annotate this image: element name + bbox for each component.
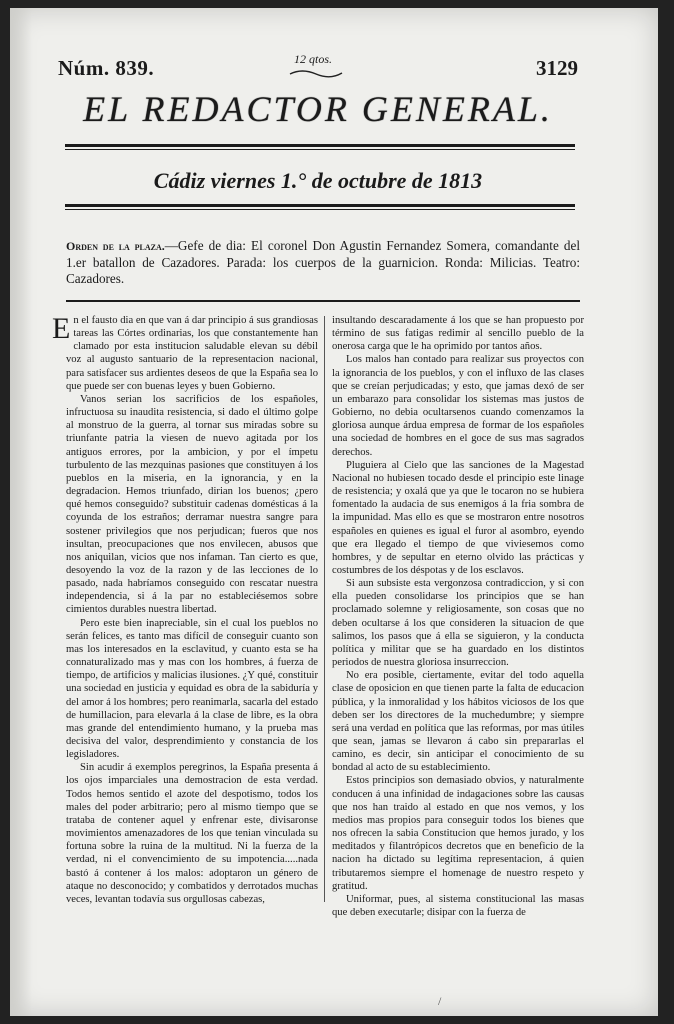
article-column-right (332, 314, 584, 919)
orden-de-la-plaza (66, 238, 580, 288)
article-paragraph: Vanos serian los sacrificios de los españoles, infructuosa su inaudita resistencia, si dado el último golpe al monstruo de la guerra, al tornar sus miradas sobre su triunfante patria la viesen de nuevo agitada por los antiguos errores, por la ambicion, y por el ímpetu turbulento de las mezquinas pasiones que constituyen á los pueblos en la miseria, en la ignorancia, y en la degradacion. Hemos triunfado, dirian los buenos; ¿pero qué hemos conseguido? substituir cadenas domésticas á la coyunda de los estraños; derramar nuestra sangre para sostener privilegios que nos perjudican; fueros que nos insultan, preocupaciones que nos envilecen, abusos que nos aniquilan, vicios que nos infaman. Tan cierto es que, desoyendo la voz de la razon y de las lecciones de lo pasado, nada habríamos conseguido con rescatar nuestra independencia, si á la par no estableciésemos sobre cimientos durables nuestra libertad. (66, 393, 318, 616)
masthead-title: EL REDACTOR GENERAL. (83, 89, 553, 129)
article-paragraph: No era posible, ciertamente, evitar del todo aquella clase de oposicion en que tienen parte la falta de educacion pública, y la inmoralidad y los hábitos viciosos de los que deben ser los directores de la muchedumbre; y siempre será una verdad en política que las reformas, por mas útiles que sean, jamas se llevaron á cabo sin prepararlas el camino, es decir, sin anticipar el conocimiento de su bondad al acto de su establecimiento. (332, 670, 584, 774)
article-paragraph: Estos principios son demasiado obvios, y naturalmente conducen á una infinidad de indagaciones sobre las causas que nos han traido al estado en que nos vemos, y los medios mas propios para conseguir todos los bienes que nos ofrecen la sabia Constitucion que hemos jurado, y los meditados y filantrópicos decretos que en beneficio de la nacion ha dictado su legítima representacion, á quien tributaremos siempre el homenage de nuestro respeto y gratitud. (332, 775, 584, 892)
article-paragraph: Uniformar, pues, al sistema constitucional las masas que deben executarle; disipar con la fuerza de (332, 893, 584, 919)
article-paragraph: Sin acudir á exemplos peregrinos, la España presenta á los ojos imparciales una demostracion de esta verdad. Todos hemos sentido el azote del despotismo, todos los males del poder arbitrario; pero al mismo tiempo que se trataba de contener aquel y enfrenar este, divisaronse movimientos amenazadores de los que tenian vinculada su fortuna sobre la ruina de la multitud. Ni la fuerza de la verdad, ni el convencimiento de su impotencia.....nada bastó á contener á los malos: adoptaron un género de ataque no desconocido; y combatidos y derrotados muchas veces, levantan todavía sus orgullosas cabezas, (66, 762, 318, 905)
serial-number: 3129 (536, 56, 578, 80)
issue-price: 12 qtos. (294, 52, 333, 66)
newspaper-page (10, 8, 658, 1016)
orden-text: —Gefe de dia: El coronel Don Agustin Fernandez Somera, comandante del 1.er batallon de Cazadores. Parada: los cuerpos de la guarnicion. Ronda: Milicias. Teatro: Cazadores. (66, 238, 580, 286)
column-divider (324, 316, 325, 902)
article-paragraph: Pluguiera al Cielo que las sanciones de la Magestad Nacional no hubiesen tocado desde el principio este linage de resistencia; y oxalá que ya que le tocaron no se hubiera fomentado la audacia de sus enemigos á la fria sombra de la impunidad. Mas ello es que se mostraron entre nosotros españoles en quienes es igual el furor al asombro, eyendo que era llegado el tiempo de que viviesemos como hombres, y de sepultar en eterno olvido las prácticas y costumbres de los déspotas y de los esclavos. (332, 459, 584, 576)
dateline: Cádiz viernes 1.° de octubre de 1813 (153, 168, 483, 193)
ink-mark: / (438, 994, 442, 1008)
masthead-rule-top (65, 144, 575, 147)
masthead-rule-thin (65, 149, 575, 150)
section-rule (66, 300, 580, 302)
dateline-rule-thin (65, 209, 575, 210)
drop-cap: E (52, 312, 71, 345)
issue-number: Núm. 839. (58, 56, 155, 80)
orden-label: Orden de la plaza. (66, 239, 165, 253)
article-paragraph: Los malos han contado para realizar sus proyectos con la ignorancia de los pueblos, y con el influxo de las clases que se creían perjudicadas; y esto, que jamas dexó de ser un embarazo para consolidar los sistemas mas justos de Gobierno, no debia ocultarsenos cuando comenzamos la gloriosa aunque árdua empresa de formar de los españoles una sociedad de hombres en el goce de sus mas sagrados derechos. (332, 354, 584, 458)
dateline-rule-top (65, 204, 575, 207)
article-paragraph: Si aun subsiste esta vergonzosa contradiccion, y si con ella pueden consolidarse los principios que se han proclamado solemne y religiosamente, son cosas que no deben ocultarse á los que consideren la situacion de que salimos, los pasos que á ella se siguieron, y la conducta política y militar que se ha guardado en los distintos periodos de nuestra gloriosa insurreccion. (332, 578, 584, 669)
binding-shadow (10, 8, 32, 1016)
article-column-left (52, 312, 318, 906)
flourish-icon (288, 68, 344, 78)
issue-header (58, 52, 578, 84)
article-paragraph: insultando descaradamente á los que se han propuesto por término de sus fatigas redimir al sencillo pueblo de la onerosa carga que le ha oprimido por tantos años. (332, 315, 584, 353)
article-paragraph: n el fausto dia en que van á dar principio á sus grandiosas tareas las Córtes ordinarias, los que constantemente han clamado por esta institucion saludable elevan su débil voz al augusto santuario de la representacion nacional, para satisfacer sus ardientes deseos de que la España sea lo que puede ser con buenas leyes y buen Gobierno. (66, 315, 318, 392)
article-paragraph: Pero este bien inapreciable, sin el cual los pueblos no serán felices, es tanto mas difícil de conseguir cuanto son mas los interesados en la esclavitud, y cuanto esta se ha connaturalizado mas y mas con los hombres, á fuerza de tiempo, de artificios y malicias ilusiones. ¿Y qué, constituir una sociedad en justicia y equidad es obra de la sabiduría y del amor á los hombres; pero reanimarla, sacarla del estado de humillacion, para elevarla á la clase de libre, es la obra mas grande del entendimiento humano, y la prueba mas decisiva del valor, desprendimiento y constancia de los legisladores. (66, 617, 318, 761)
